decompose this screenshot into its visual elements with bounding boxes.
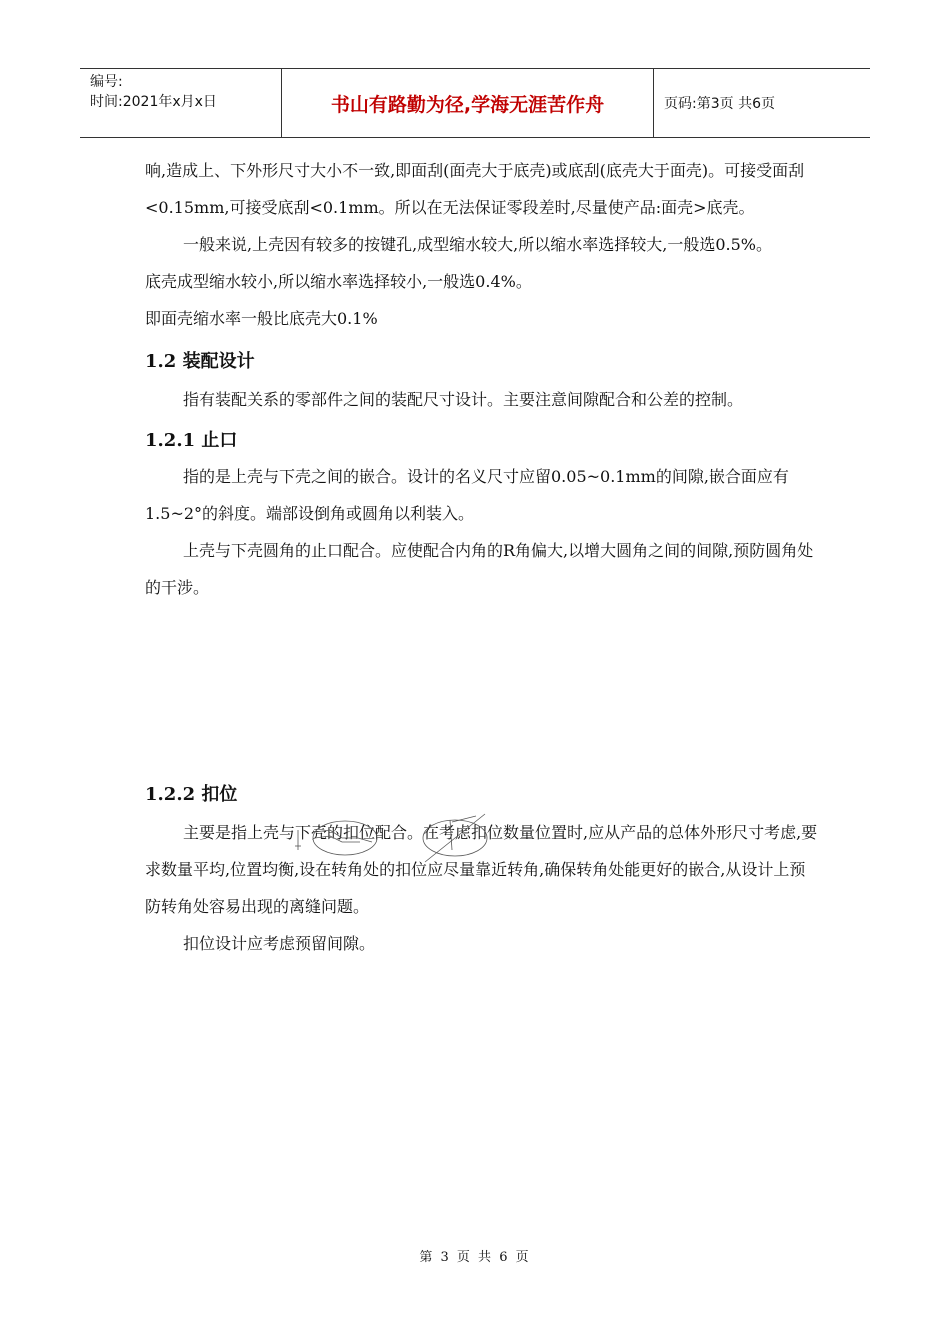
axis-line [450,820,452,850]
section-heading: 1.2.1 止口 [145,430,238,451]
paragraph: 一般来说,上壳因有较多的按键孔,成型缩水较大,所以缩水率选择较大,一般选0.5%。 [183,235,772,254]
page-footer: 第 3 页 共 6 页 [419,1250,531,1265]
paragraph: 扣位设计应考虑预留间隙。 [183,934,376,953]
header-info [80,69,282,137]
paragraph: 上壳与下壳圆角的止口配合。应使配合内角的R角偏大,以增大圆角之间的间隙,预防圆角处的干涉。 [145,541,814,597]
paragraph: 主要是指上壳与下壳的扣位配合。在考虑扣位数量位置时,应从产品的总体外形尺寸考虑,要求数量平均,位置均衡,设在转角处的扣位应尽量靠近转角,确保转角处能更好的嵌合,从设计上预防转角处容易出现的离缝问题。 [145,823,818,916]
document-number-label: 编号: [90,74,123,90]
paragraph: 底壳成型缩水较小,所以缩水率选择较小,一般选0.4%。 [145,272,532,291]
lip-profile [315,830,372,842]
paragraph: 指的是上壳与下壳之间的嵌合。设计的名义尺寸应留0.05~0.1mm的间隙,嵌合面应有1.5~2°的斜度。端部设倒角或圆角以利装入。 [145,467,789,523]
page-header [80,68,870,138]
section-heading: 1.2.2 扣位 [145,784,238,805]
section-heading: 1.2 装配设计 [145,351,255,372]
lip-profile-inner [315,836,360,842]
lip-fit-diagram [280,808,520,868]
paragraph: 指有装配关系的零部件之间的装配尺寸设计。主要注意间隙配合和公差的控制。 [183,390,744,409]
paragraph: 响,造成上、下外形尺寸大小不一致,即面刮(面壳大于底壳)或底刮(底壳大于面壳)。可接受面刮<0.15mm,可接受底刮<0.1mm。所以在无法保证零段差时,尽量使产品:面壳>底壳。 [145,161,805,217]
header-page-number: 页码:第3页 共6页 [664,96,775,112]
header-motto: 书山有路勤为径,学海无涯苦作舟 [282,69,654,137]
document-time-label: 时间:2021年x月x日 [90,94,217,110]
leader-line [452,816,476,822]
paragraph: 即面壳缩水率一般比底壳大0.1% [145,309,378,328]
